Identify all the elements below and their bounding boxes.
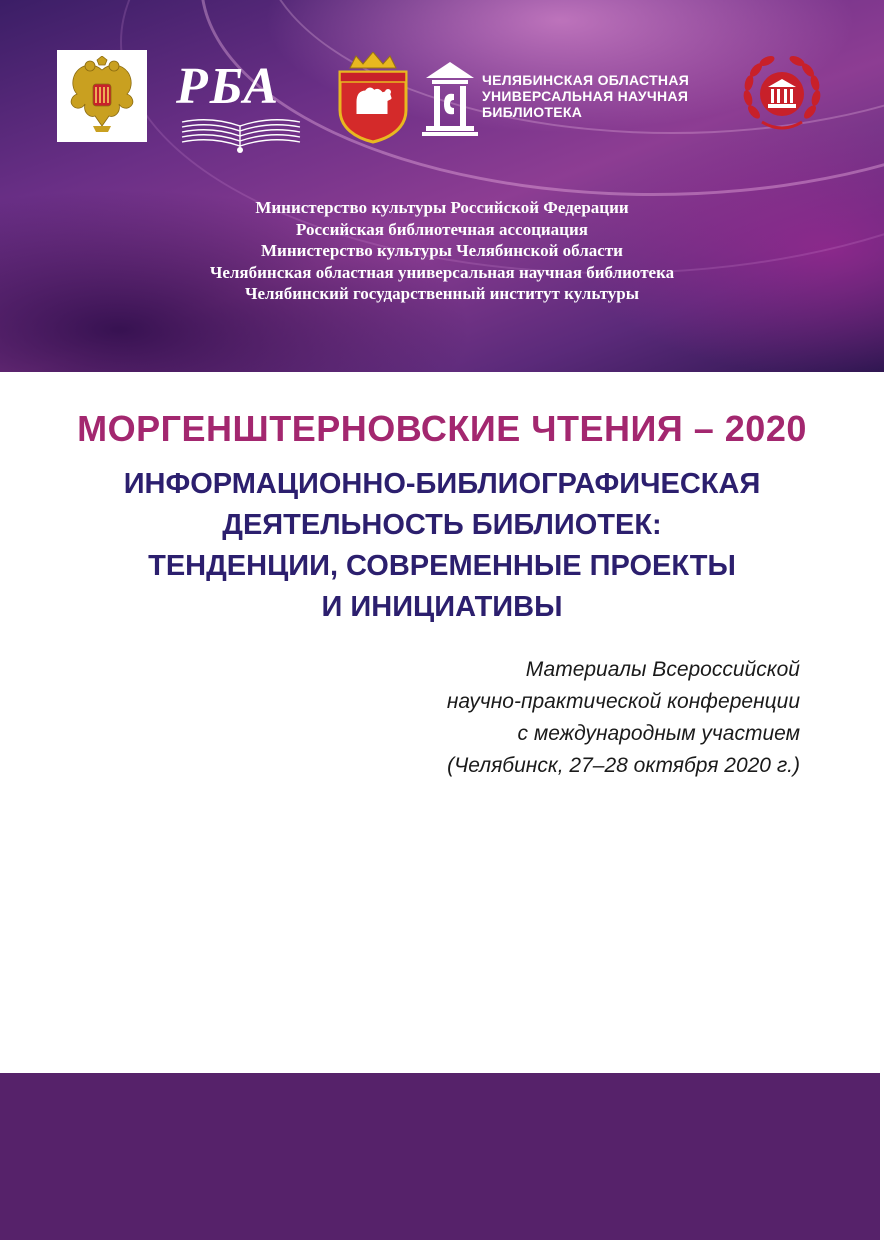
library-name-line: УНИВЕРСАЛЬНАЯ НАУЧНАЯ [482,88,689,104]
ministry-emblem-icon [57,50,147,142]
materials-line: Материалы Всероссийской [525,658,800,681]
rba-logo-text: РБА [176,58,281,115]
materials-line: с международным участием [517,722,800,745]
conference-subtitle [0,464,884,628]
library-building-icon [420,60,480,140]
open-book-icon [176,114,306,154]
subtitle-line: ТЕНДЕНЦИИ, СОВРЕМЕННЫЕ ПРОЕКТЫ [148,550,736,582]
materials-line: научно-практической конференции [446,690,800,713]
institute-wreath-icon [740,52,824,136]
organizer-line: Челябинская областная универсальная научная библиотека [209,262,675,282]
logo-row [0,50,884,145]
conference-title: МОРГЕНШТЕРНОВСКИЕ ЧТЕНИЯ – 2020 [77,408,807,449]
library-name-line: ЧЕЛЯБИНСКАЯ ОБЛАСТНАЯ [482,72,690,88]
library-name-line: БИБЛИОТЕКА [482,104,583,120]
chelyabinsk-shield-icon [336,52,410,144]
organizer-line: Челябинский государственный институт культуры [244,284,640,303]
footer-band [0,1073,880,1240]
subtitle-line: ДЕЯТЕЛЬНОСТЬ БИБЛИОТЕК: [222,509,662,541]
subtitle-line: ИНФОРМАЦИОННО-БИБЛИОГРАФИЧЕСКАЯ [123,468,761,500]
header-banner [0,0,884,372]
library-logo [420,60,730,140]
organizer-line: Министерство культуры Челябинской области [261,241,623,260]
subtitle-line: И ИНИЦИАТИВЫ [321,591,563,623]
organizer-line: Министерство культуры Российской Федерации [255,198,629,217]
library-name [482,72,689,120]
rba-logo [172,58,312,154]
materials-description [447,654,800,782]
organizers-list [0,197,884,305]
materials-line: (Челябинск, 27–28 октября 2020 г.) [447,754,800,777]
organizer-line: Российская библиотечная ассоциация [296,219,588,239]
